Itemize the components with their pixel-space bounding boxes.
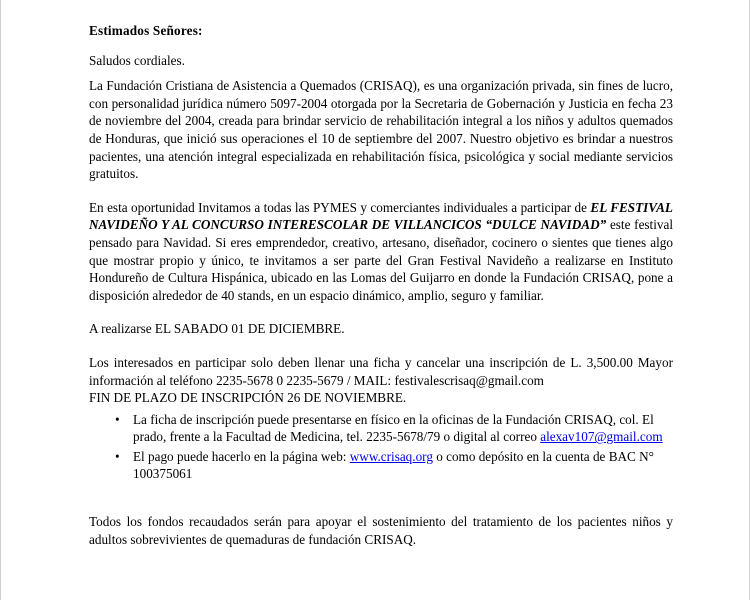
invitation-paragraph bbox=[89, 199, 673, 305]
event-name: EL FESTIVAL NAVIDEÑO Y AL CONCURSO INTERESCOLAR DE VILLANCICOS “DULCE NAVIDAD” bbox=[89, 199, 673, 233]
bullet-icon: • bbox=[115, 448, 120, 464]
invitation-text-2: este festival pensado para Navidad. Si eres emprendedor, creativo, artesano, diseñador, cocinero o sientes que tienes algo que mostrar propio y único, te invitamos a ser parte del Gran Festival Navideño a realizarse en Instituto Hondureño de Cultura Hispánica, ubicado en las Lomas del Guijarro en donde la Fundación CRISAQ, pone a disposición alrededor de 40 stands, en un espacio dinámico, amplio, seguro y familiar. bbox=[89, 217, 673, 303]
email-link[interactable]: alexav107@gmail.com bbox=[540, 429, 663, 445]
closing-paragraph: Todos los fondos recaudados serán para apoyar el sostenimiento del tratamiento de los pacientes niños y adultos sobrevivientes de quemaduras de fundación CRISAQ. bbox=[89, 514, 673, 547]
event-date: A realizarse EL SABADO 01 DE DICIEMBRE. bbox=[89, 321, 345, 337]
greeting: Estimados Señores: bbox=[89, 23, 203, 38]
invitation-text-1: En esta oportunidad Invitamos a todas las PYMES y comerciantes individuales a participar de bbox=[89, 199, 591, 215]
list-item-text: La ficha de inscripción puede presentarse en físico en la oficinas de la Fundación CRISAQ, col. El prado, frente a la Facultad de Medicina, tel. 2235-5678/79 o digital al correo bbox=[133, 411, 654, 445]
intro-paragraph: La Fundación Cristiana de Asistencia a Quemados (CRISAQ), es una organización privada, sin fines de lucro, con personalidad jurídica número 5097-2004 otorgada por la Secretaria de Gobernación y Justicia en fecha 23 de noviembre del 2004, creada para brindar servicio de rehabilitación integral a los niños y adultos quemados de Honduras, que inició sus operaciones el 10 de septiembre del 2007. Nuestro objetivo es brindar a nuestros pacientes, una atención integral especializada en rehabilitación física, psicológica y social mediante servicios gratuitos. bbox=[89, 78, 673, 182]
bullet-icon: • bbox=[115, 411, 120, 427]
website-link[interactable]: www.crisaq.org bbox=[349, 448, 433, 464]
registration-paragraph: Los interesados en participar solo deben llenar una ficha y cancelar una inscripción de L. 3,500.00 Mayor información al teléfono 2235-5678 0 2235-5679 / MAIL: festivalescrisaq@gmail.com bbox=[89, 354, 673, 388]
list-item bbox=[115, 411, 673, 446]
instructions-list bbox=[89, 411, 673, 483]
deadline-line: FIN DE PLAZO DE INSCRIPCIÓN 26 DE NOVIEMBRE. bbox=[89, 390, 407, 406]
salutation: Saludos cordiales. bbox=[89, 52, 185, 68]
list-item bbox=[115, 448, 673, 483]
list-item-text-after: o como depósito en la cuenta de BAC N° 100375061 bbox=[133, 448, 654, 482]
list-item-text: El pago puede hacerlo en la página web: bbox=[133, 448, 350, 464]
